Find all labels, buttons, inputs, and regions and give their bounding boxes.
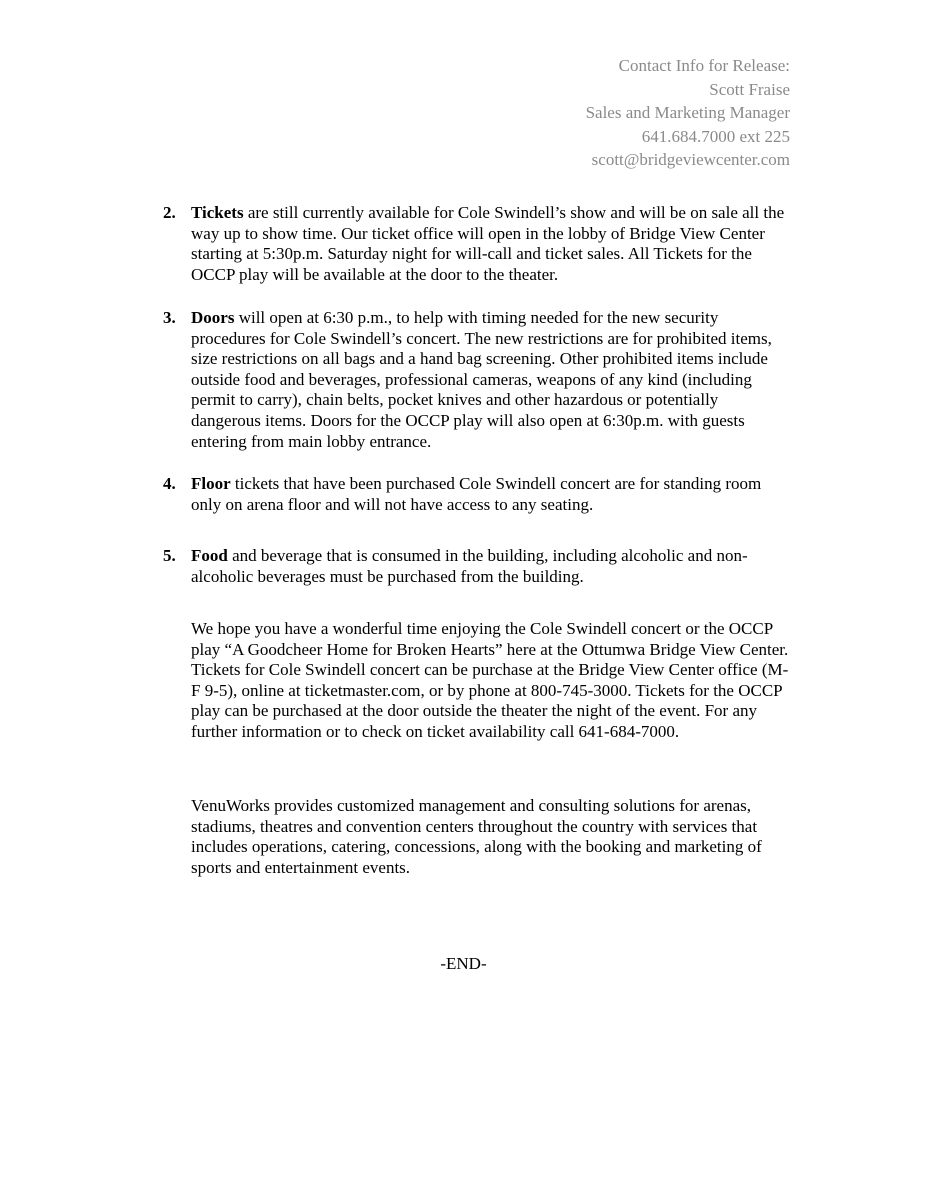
list-item-body: are still currently available for Cole Swindell’s show and will be on sale all the way up to show time. Our ticket office will open in the lobby of Bridge View Center starting at 5:30p.m. Saturday night for will-call and ticket sales. All Tickets for the OCCP play will be available at the door to the theater. bbox=[191, 203, 785, 284]
list-item bbox=[163, 203, 793, 285]
list-item-body: and beverage that is consumed in the building, including alcoholic and non-alcoholic beverages must be purchased from the building. bbox=[191, 546, 748, 586]
contact-email: scott@bridgeviewcenter.com bbox=[591, 150, 790, 169]
list-item-text bbox=[191, 308, 791, 452]
list-item-number: 2. bbox=[163, 203, 176, 222]
closing-paragraph: We hope you have a wonderful time enjoying the Cole Swindell concert or the OCCP play “A Goodcheer Home for Broken Hearts” here at the Ottumwa Bridge View Center. Tickets for Cole Swindell concert can be purchase at the Bridge View Center office (M-F 9-5), online at ticketmaster.com, or by phone at 800-745-3000. Tickets for the OCCP play can be purchased at the door outside the theater the night of the event. For any further information or to check on ticket availability call 641-684-7000. bbox=[191, 619, 789, 741]
list-item-lead: Floor bbox=[191, 474, 231, 493]
list-item bbox=[163, 546, 793, 587]
list-item-lead: Doors bbox=[191, 308, 235, 327]
contact-phone: 641.684.7000 ext 225 bbox=[641, 126, 790, 146]
list-item-number: 4. bbox=[163, 474, 176, 493]
contact-title: Sales and Marketing Manager bbox=[585, 103, 790, 122]
list-item bbox=[163, 308, 793, 452]
list-item-text bbox=[191, 203, 791, 285]
list-item-number: 5. bbox=[163, 546, 176, 565]
contact-info-block bbox=[586, 54, 790, 172]
contact-heading: Contact Info for Release: bbox=[618, 56, 790, 75]
list-item-text bbox=[191, 474, 791, 515]
about-paragraph: VenuWorks provides customized management and consulting solutions for arenas, stadiums, theatres and convention centers throughout the country with services that includes operations, catering, concessions, along with the booking and marketing of sports and entertainment events. bbox=[191, 796, 762, 877]
contact-name: Scott Fraise bbox=[709, 79, 790, 99]
list-item-lead: Food bbox=[191, 546, 228, 565]
list-item-number: 3. bbox=[163, 308, 176, 327]
list-item bbox=[163, 474, 793, 515]
list-item-lead: Tickets bbox=[191, 203, 244, 222]
list-item-body: will open at 6:30 p.m., to help with timing needed for the new security procedures for Cole Swindell’s concert. The new restrictions are for prohibited items, size restrictions on all bags and a hand bag screening. Other prohibited items include outside food and beverages, professional cameras, weapons of any kind (including permit to carry), chain belts, pocket knives and other hazardous or potentially dangerous items. Doors for the OCCP play will also open at 6:30p.m. with guests entering from main lobby entrance. bbox=[191, 308, 772, 451]
list-item-text bbox=[191, 546, 791, 587]
end-marker: -END- bbox=[440, 954, 487, 973]
list-item-body: tickets that have been purchased Cole Swindell concert are for standing room only on arena floor and will not have access to any seating. bbox=[191, 474, 762, 514]
